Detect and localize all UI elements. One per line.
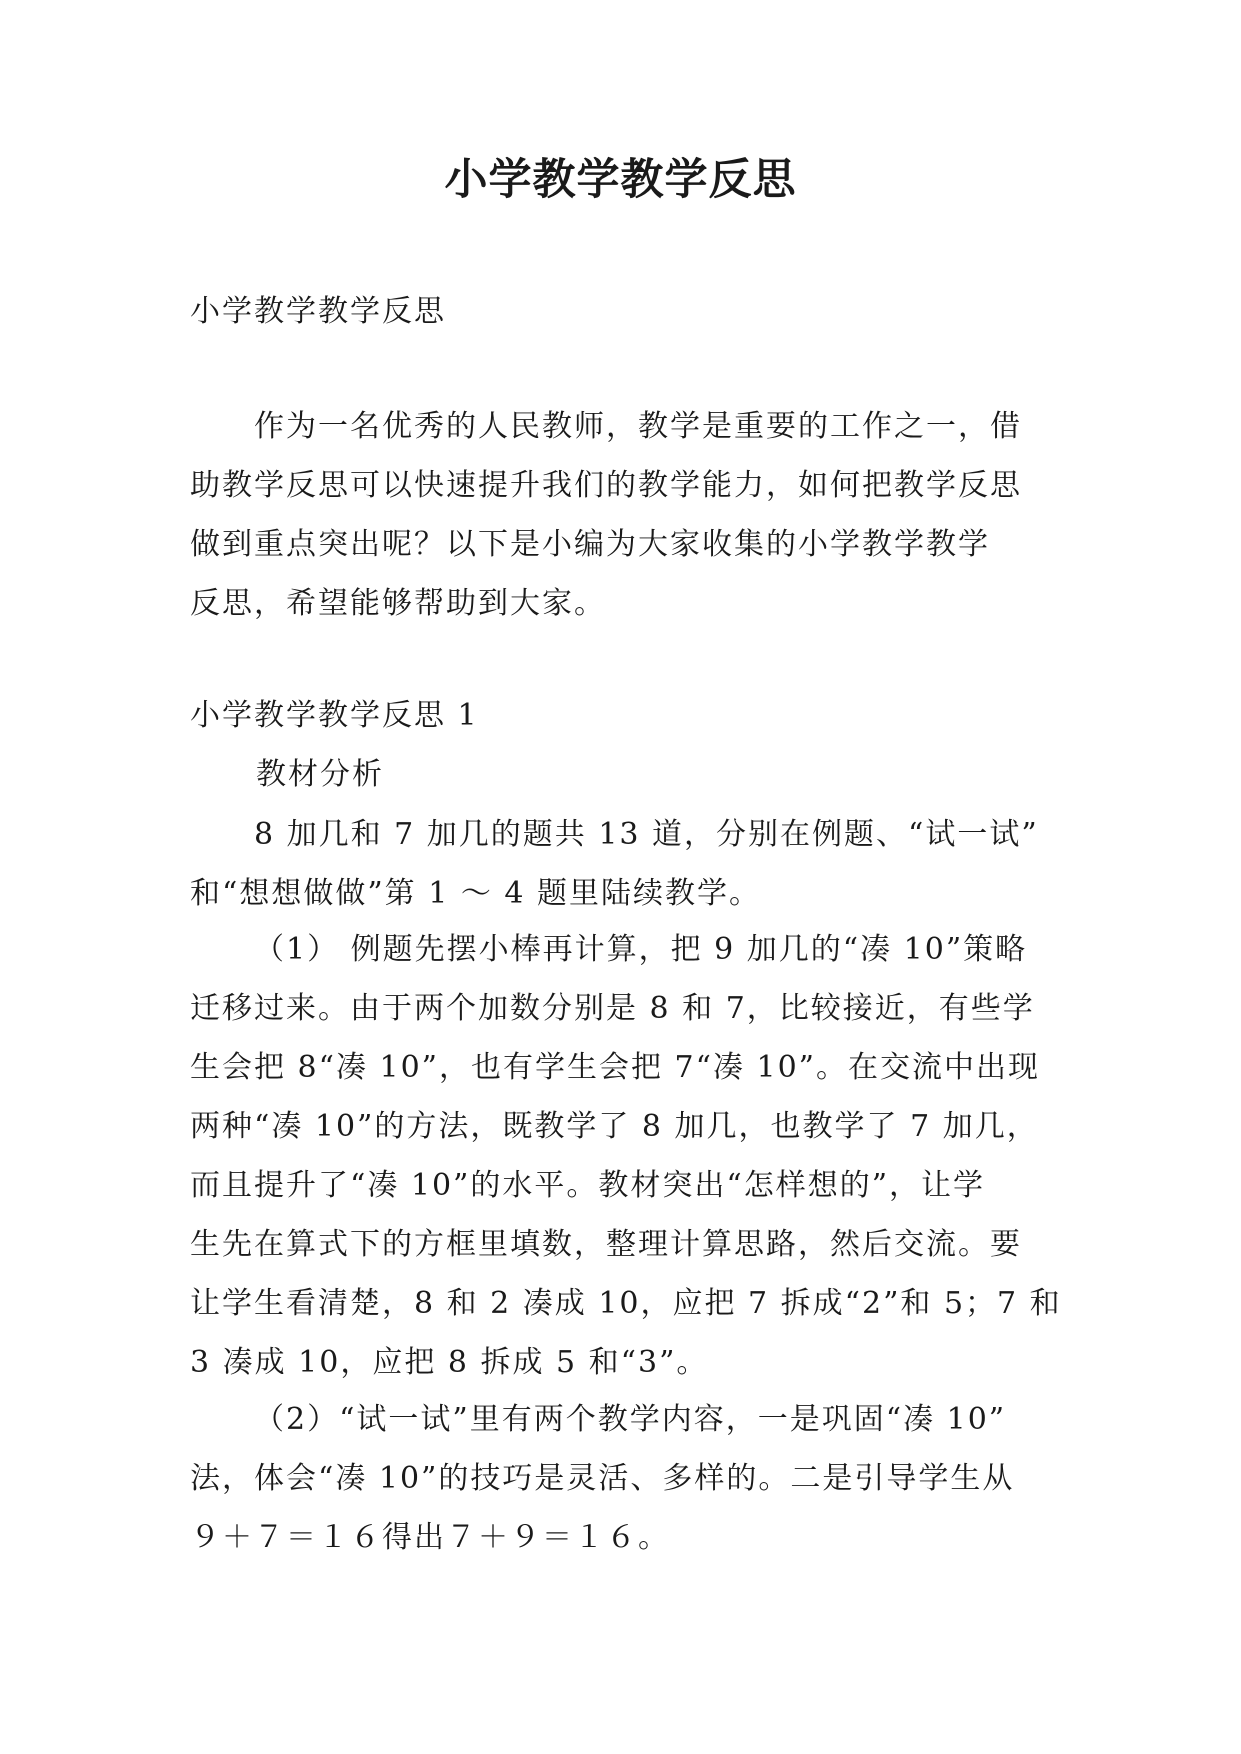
para2-line-1: （1） 例题先摆小棒再计算，把 9 加几的“凑 10”策略 <box>254 932 1028 967</box>
para2-line-3: 生会把 8“凑 10”，也有学生会把 7“凑 10”。在交流中出现 <box>190 1050 1041 1085</box>
para2-line-4: 两种“凑 10”的方法，既教学了 8 加几，也教学了 7 加几， <box>190 1109 1039 1144</box>
document-subtitle: 小学教学教学反思 <box>190 294 446 329</box>
para3-line-1: （2）“试一试”里有两个教学内容，一是巩固“凑 10” <box>254 1402 1007 1437</box>
para2-line-8: 3 凑成 10，应把 8 拆成 5 和“3”。 <box>190 1345 709 1380</box>
para3-line-3: ９＋７＝１６得出７＋９＝１６。 <box>190 1520 670 1555</box>
section-paragraph-1 <box>190 805 1070 923</box>
para1-line-1: 8 加几和 7 加几的题共 13 道，分别在例题、“试一试” <box>254 817 1039 852</box>
para1-line-2: 和“想想做做”第 1 ～ 4 题里陆续教学。 <box>190 876 761 911</box>
para2-line-7: 让学生看清楚，8 和 2 凑成 10，应把 7 拆成“2”和 5；7 和 <box>190 1286 1062 1321</box>
intro-paragraph <box>190 397 1070 633</box>
para2-line-2: 迁移过来。由于两个加数分别是 8 和 7，比较接近，有些学 <box>190 991 1035 1026</box>
para2-line-6: 生先在算式下的方框里填数，整理计算思路，然后交流。要 <box>190 1227 1022 1262</box>
para2-line-5: 而且提升了“凑 10”的水平。教材突出“怎样想的”，让学 <box>190 1168 986 1203</box>
document-title: 小学教学教学反思 <box>444 155 797 205</box>
section-paragraph-3 <box>190 1390 1070 1567</box>
intro-line-3: 做到重点突出呢？以下是小编为大家收集的小学教学教学 <box>190 527 990 562</box>
section-paragraph-2 <box>190 920 1070 1392</box>
section-subheading: 教材分析 <box>256 757 384 792</box>
intro-line-1: 作为一名优秀的人民教师，教学是重要的工作之一，借 <box>254 409 1022 444</box>
intro-line-4: 反思，希望能够帮助到大家。 <box>190 586 606 621</box>
section-heading: 小学教学教学反思 1 <box>190 698 479 733</box>
intro-line-2: 助教学反思可以快速提升我们的教学能力，如何把教学反思 <box>190 468 1022 503</box>
para3-line-2: 法，体会“凑 10”的技巧是灵活、多样的。二是引导学生从 <box>190 1461 1015 1496</box>
